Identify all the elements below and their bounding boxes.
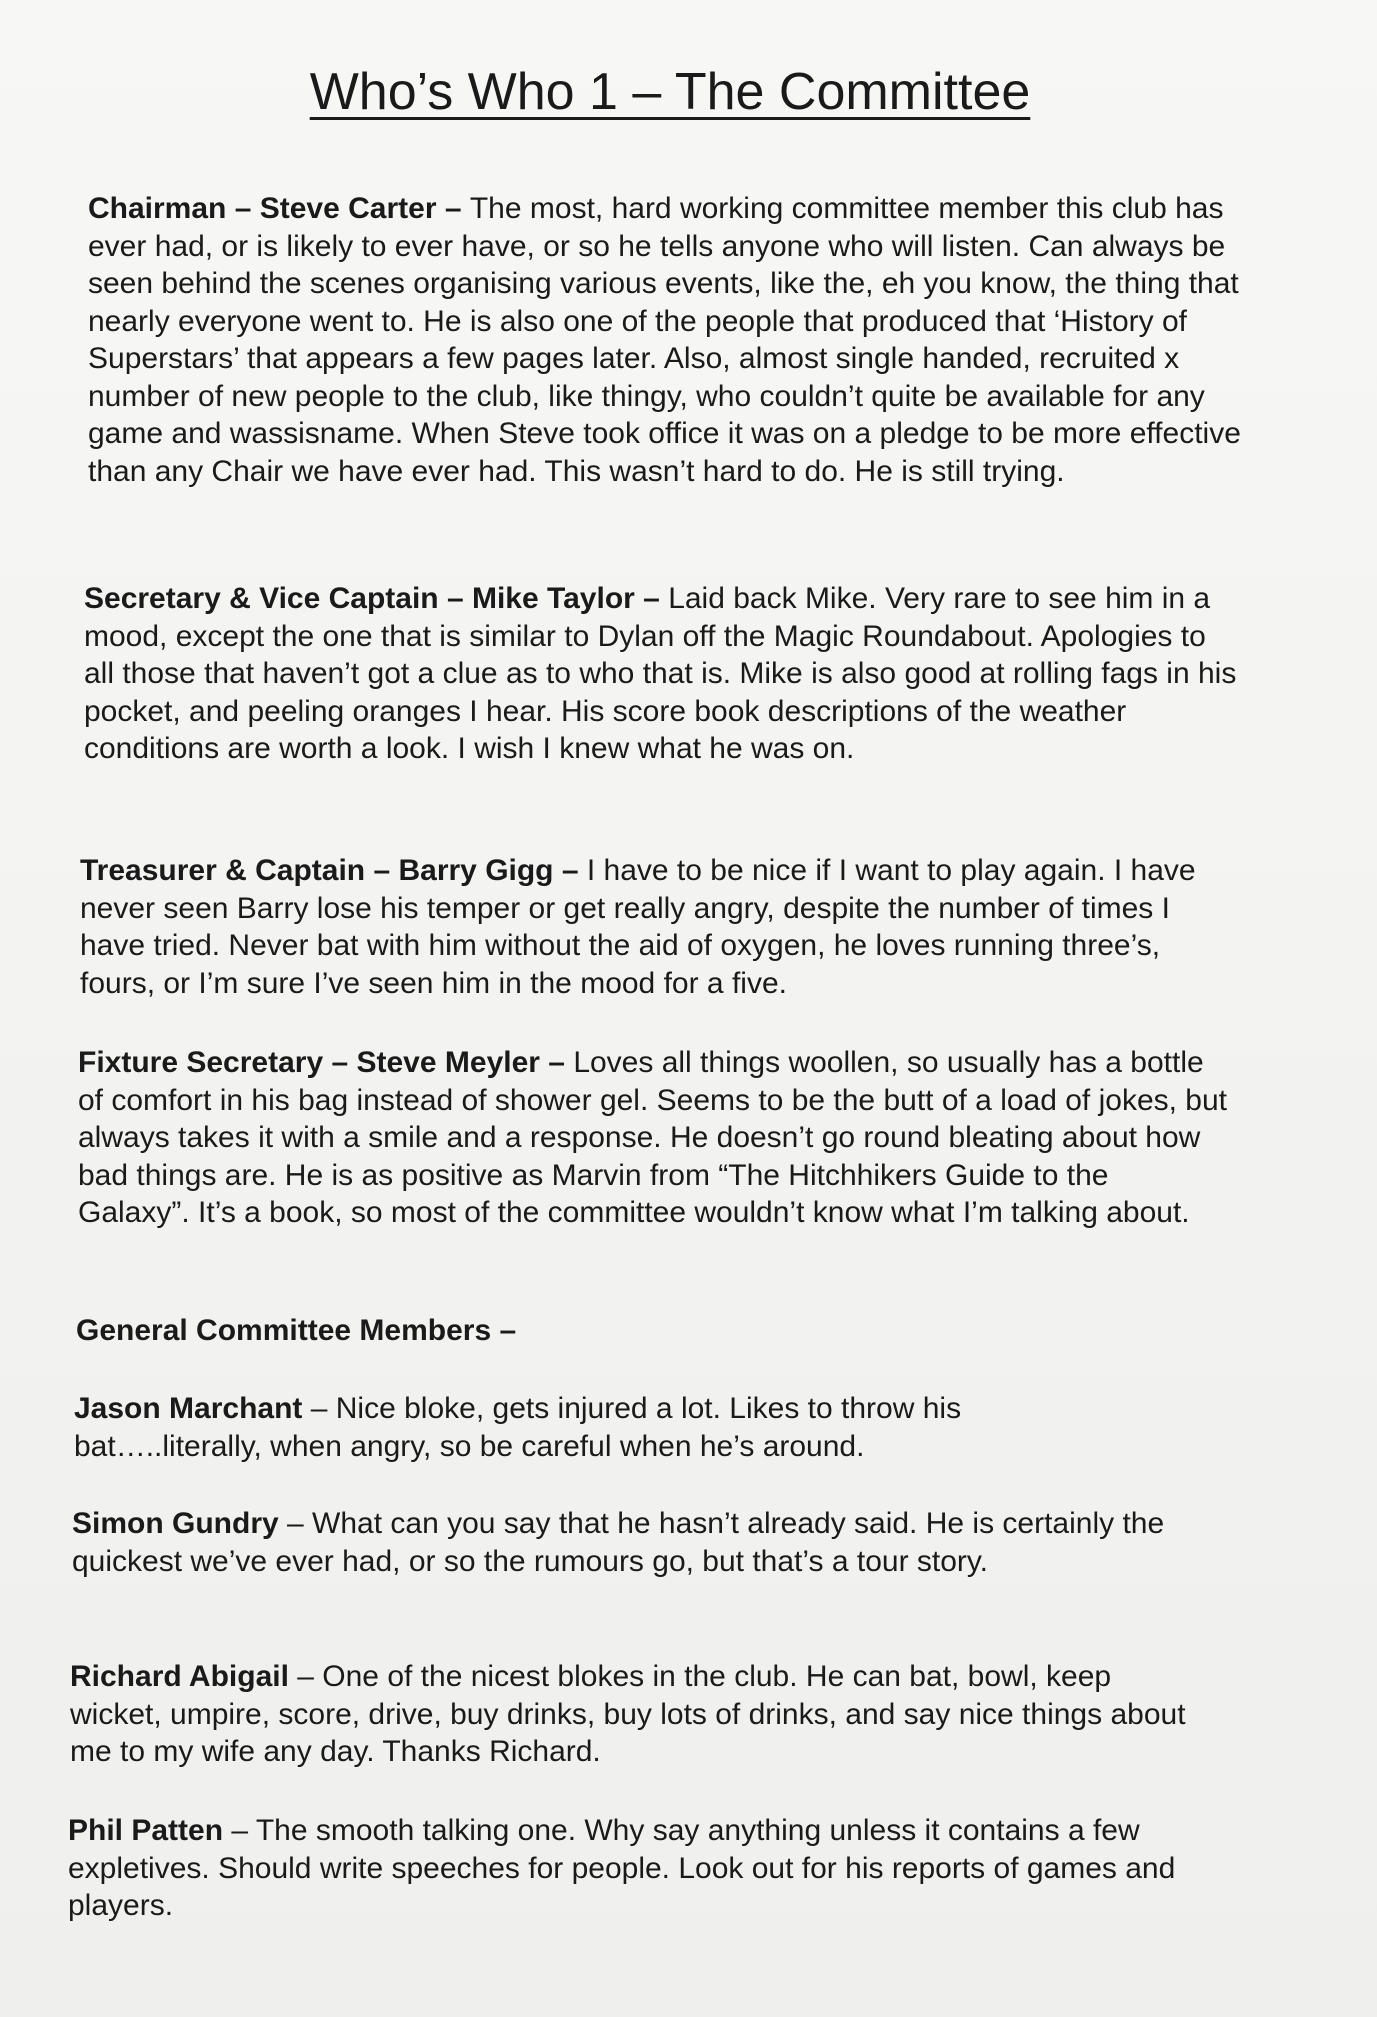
officer-name: Barry Gigg bbox=[398, 854, 554, 887]
member-description: One of the nicest blokes in the club. He can bat, bowl, keep wicket, umpire, score, drive, buy drinks, buy lots of drinks, and say nice things about me to my wife any day. Thanks Richard. bbox=[70, 1660, 1186, 1768]
member-name: Phil Patten bbox=[68, 1814, 224, 1847]
officer-entry-chairman bbox=[88, 190, 1288, 490]
officer-description: Laid back Mike. Very rare to see him in a mood, except the one that is similar to Dylan off the Magic Roundabout. Apologies to all those that haven’t got a clue as to who that is. Mike is also good at rolling fags in his pocket, and peeling oranges I hear. His score book descriptions of the weather conditions are worth a look. I wish I knew what he was on. bbox=[84, 582, 1237, 765]
member-entry bbox=[68, 1812, 1218, 1925]
officer-role-separator: – bbox=[438, 582, 472, 615]
member-description: The smooth talking one. Why say anything unless it contains a few expletives. Should write speeches for people. Look out for his reports of games and players. bbox=[68, 1814, 1176, 1922]
member-dash: – bbox=[223, 1814, 256, 1847]
officer-description: The most, hard working committee member this club has ever had, or is likely to ever have, or so he tells anyone who will listen. Can always be seen behind the scenes organising various events, like the, eh you know, the thing that nearly everyone went to. He is also one of the people that produced that ‘History of Superstars’ that appears a few pages later. Also, almost single handed, recruited x number of new people to the club, like thingy, who couldn’t quite be available for any game and wassisname. When Steve took office it was on a pledge to be more effective than any Chair we have ever had. This wasn’t hard to do. He is still trying. bbox=[88, 192, 1241, 488]
member-dash: – bbox=[288, 1660, 323, 1693]
officer-role-separator: – bbox=[365, 854, 399, 887]
member-description: What can you say that he hasn’t already said. He is certainly the quickest we’ve ever had, or so the rumours go, but that’s a tour story. bbox=[72, 1507, 1165, 1578]
officer-entry-treasurer bbox=[80, 852, 1240, 1002]
officer-entry-fixture-secretary bbox=[78, 1044, 1228, 1232]
officer-dash: – bbox=[539, 1046, 574, 1079]
officer-description: I have to be nice if I want to play again. I have never seen Barry lose his temper or get really angry, despite the number of times I have tried. Never bat with him without the aid of oxygen, he loves running three’s, fours, or I’m sure I’ve seen him in the mood for a five. bbox=[80, 854, 1196, 1000]
officer-role: Chairman bbox=[88, 192, 227, 225]
member-dash: – bbox=[302, 1392, 336, 1425]
officer-role: Fixture Secretary bbox=[78, 1046, 324, 1079]
officer-name: Steve Carter bbox=[259, 192, 437, 225]
page-title-text: Who’s Who 1 – The Committee bbox=[309, 63, 1031, 121]
officer-name: Steve Meyler bbox=[356, 1046, 540, 1079]
officer-role-separator: – bbox=[226, 192, 260, 225]
member-entry bbox=[74, 1390, 1094, 1465]
officer-role-separator: – bbox=[323, 1046, 357, 1079]
member-description: Nice bloke, gets injured a lot. Likes to throw his bat…..literally, when angry, so be careful when he’s around. bbox=[74, 1392, 962, 1463]
member-entry bbox=[72, 1505, 1212, 1580]
officer-dash: – bbox=[634, 582, 669, 615]
officer-name: Mike Taylor bbox=[471, 582, 635, 615]
member-name: Jason Marchant bbox=[74, 1392, 303, 1425]
member-name: Richard Abigail bbox=[70, 1660, 289, 1693]
member-dash: – bbox=[278, 1507, 313, 1540]
general-committee-heading: General Committee Members – bbox=[76, 1314, 517, 1347]
officer-role: Secretary & Vice Captain bbox=[84, 582, 439, 615]
officer-dash: – bbox=[553, 854, 587, 887]
member-entry bbox=[70, 1658, 1210, 1771]
officer-dash: – bbox=[436, 192, 470, 225]
officer-description: Loves all things woollen, so usually has a bottle of comfort in his bag instead of shower gel. Seems to be the butt of a load of jokes, but always takes it with a smile and a response. He doesn’t go round bleating about how bad things are. He is as positive as Marvin from “The Hitchhikers Guide to the Galaxy”. It’s a book, so most of the committee wouldn’t know what I’m talking about. bbox=[78, 1046, 1228, 1229]
officer-entry-secretary bbox=[84, 580, 1244, 768]
page-title bbox=[0, 62, 1340, 122]
member-name: Simon Gundry bbox=[72, 1507, 279, 1540]
officer-role: Treasurer & Captain bbox=[80, 854, 366, 887]
